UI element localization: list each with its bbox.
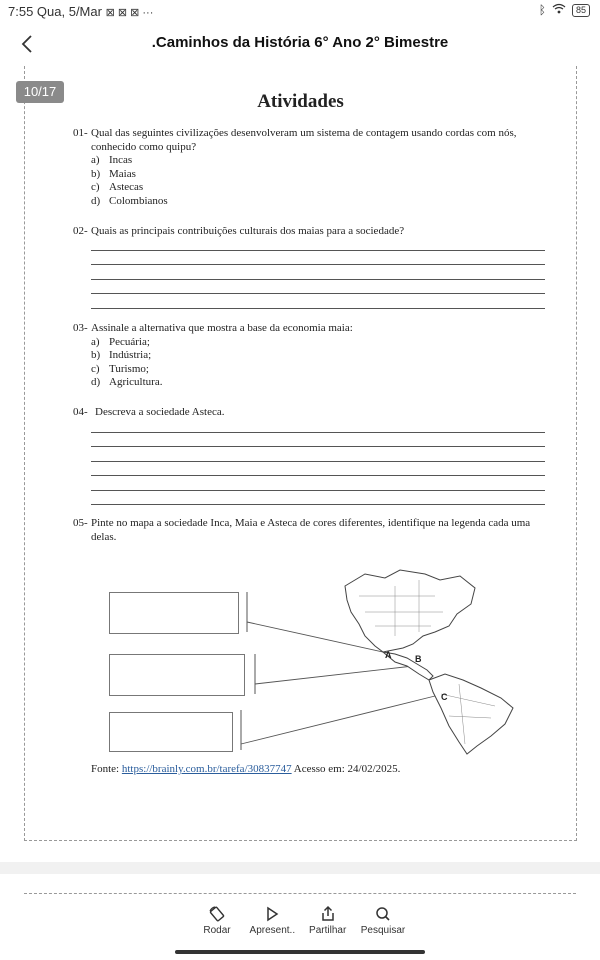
bluetooth-icon: ᛒ bbox=[538, 3, 546, 17]
app-header bbox=[0, 24, 600, 64]
option-q3-d: d) Agricultura. bbox=[91, 376, 163, 388]
bottom-toolbar bbox=[190, 905, 410, 941]
play-icon bbox=[263, 905, 281, 923]
question-5: 05- Pinte no mapa a sociedade Inca, Maia e Asteca de cores diferentes, identifique na legenda cada uma delas. bbox=[73, 517, 531, 543]
option-q3-b: b) Indústria; bbox=[91, 349, 152, 361]
question-3: 03- Assinale a alternativa que mostra a base da economia maia: a) Pecuária; b) Indústria; c) Turismo; d) Agricultura. bbox=[73, 322, 548, 390]
question-2: 02- Quais as principais contribuições culturais dos maias para a sociedade? bbox=[73, 225, 405, 237]
wifi-icon bbox=[552, 3, 566, 17]
map-label-b: B bbox=[415, 654, 422, 664]
option-q1-c: c) Astecas bbox=[91, 181, 144, 193]
question-1: 01- Qual das seguintes civilizações desenvolveram um sistema de contagem usando cordas com nós, conhecido como quipu? a) Incas b) Maias c) Astecas d) Colombianos bbox=[73, 127, 548, 208]
source-citation: Fonte: https://brainly.com.br/tarefa/30837747 Acesso em: 24/02/2025. bbox=[91, 763, 401, 775]
rotate-button[interactable]: Rodar bbox=[190, 905, 244, 941]
share-icon bbox=[319, 905, 337, 923]
option-q3-a: a) Pecuária; bbox=[91, 335, 150, 348]
rotate-icon bbox=[208, 905, 226, 923]
search-icon bbox=[374, 905, 392, 923]
home-indicator[interactable] bbox=[175, 950, 425, 954]
source-link[interactable]: https://brainly.com.br/tarefa/30837747 bbox=[121, 763, 292, 775]
document-title: .Caminhos da História 6° Ano 2° Bimestre bbox=[151, 34, 449, 51]
question-4: 04- Descreva a sociedade Asteca. bbox=[73, 406, 225, 418]
page-heading: Atividades bbox=[257, 91, 344, 112]
answer-lines-q2 bbox=[91, 236, 545, 309]
legend-box-1 bbox=[109, 592, 239, 634]
option-q1-b: b) Maias bbox=[91, 167, 136, 180]
search-button[interactable]: Pesquisar bbox=[356, 905, 410, 941]
legend-box-3 bbox=[109, 712, 233, 752]
page-gap bbox=[0, 862, 600, 874]
map-label-a: A bbox=[385, 650, 392, 660]
present-button[interactable]: Apresent.. bbox=[245, 905, 299, 941]
legend-box-2 bbox=[109, 654, 245, 696]
next-page-edge bbox=[24, 893, 576, 894]
option-q1-a: a) Incas bbox=[91, 154, 133, 166]
page-indicator: 10/17 bbox=[16, 81, 64, 103]
option-q3-c: c) Turismo; bbox=[91, 362, 149, 375]
status-bar bbox=[0, 0, 600, 24]
status-time: 7:55 Qua, 5/Mar ⊠ ⊠ ⊠ ··· bbox=[8, 4, 154, 19]
map-label-c: C bbox=[441, 692, 448, 702]
americas-map bbox=[235, 566, 525, 756]
answer-lines-q4 bbox=[91, 418, 545, 505]
option-q1-d: d) Colombianos bbox=[91, 194, 168, 207]
battery-icon: 85 bbox=[572, 4, 590, 17]
document-page bbox=[24, 66, 577, 841]
share-button[interactable]: Partilhar bbox=[301, 905, 355, 941]
